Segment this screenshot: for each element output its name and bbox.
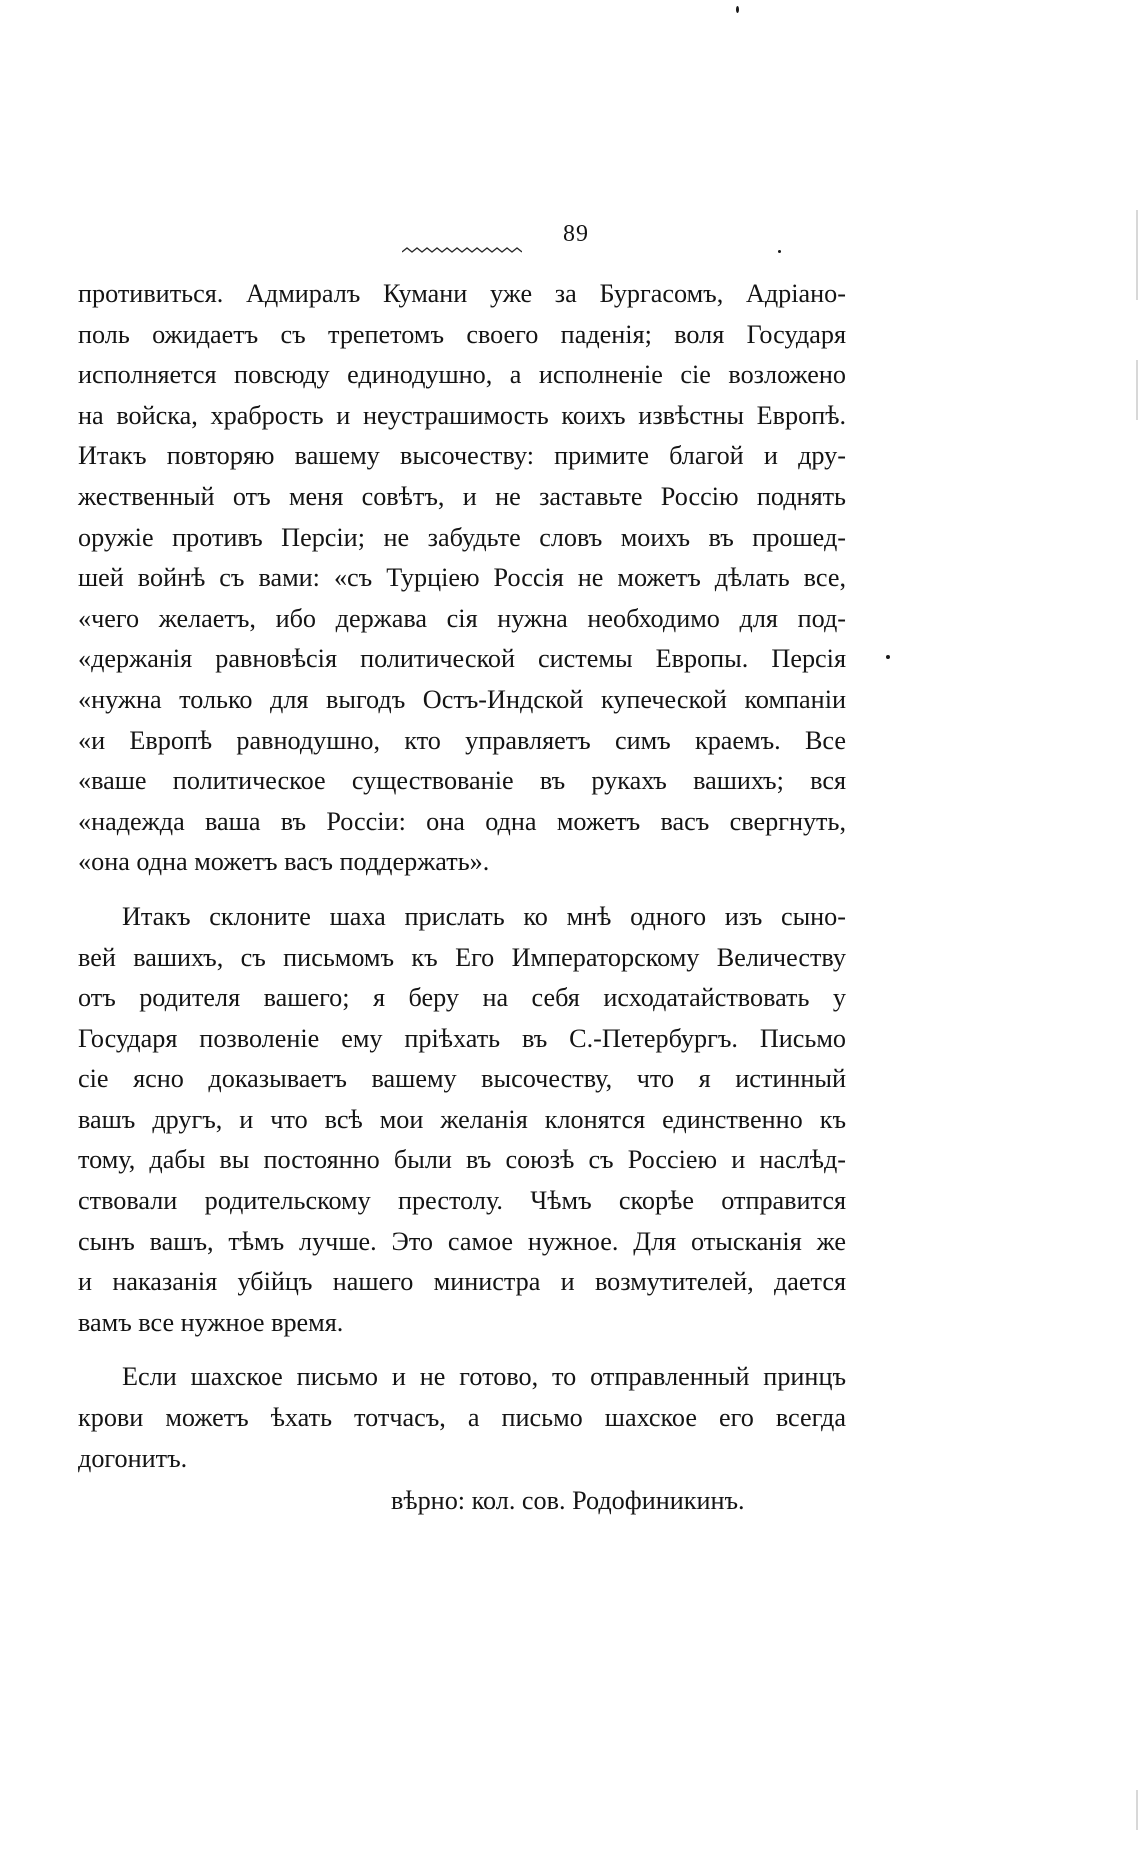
text-line: шей войнѣ съ вами: «съ Турціею Россія не можетъ дѣлать все,: [78, 563, 846, 593]
page-number: 89: [563, 221, 589, 247]
text-line: вамъ все нужное время.: [78, 1307, 344, 1337]
text-line: крови можетъ ѣхать тотчасъ, а письмо шахское его всегда: [78, 1403, 846, 1433]
text-line: Итакъ повторяю вашему высочеству: примите благой и дру-: [78, 441, 846, 471]
paragraph-2: [78, 897, 846, 1344]
scan-edge-mark: [1136, 1790, 1138, 1830]
scan-edge-mark: [1136, 210, 1138, 300]
text-line: Государя позволеніе ему пріѣхать въ С.-Петербургъ. Письмо: [78, 1023, 846, 1053]
text-line: вей вашихъ, съ письмомъ къ Его Императорскому Величеству: [78, 942, 846, 972]
text-line: и наказанія убійцъ нашего министра и возмутителей, дается: [78, 1267, 846, 1297]
text-line: «она одна можетъ васъ поддержать».: [78, 847, 490, 877]
paragraph-1: [78, 274, 846, 883]
text-line: тому, дабы вы постоянно были въ союзѣ съ Россіею и наслѣд-: [78, 1145, 846, 1175]
text-line: отъ родителя вашего; я беру на себя исходатайствовать у: [78, 983, 846, 1013]
signature-line: вѣрно: кол. сов. Родофиникинъ.: [391, 1486, 745, 1516]
text-line: догонитъ.: [78, 1443, 188, 1473]
text-line: «надежда ваша въ Россіи: она одна можетъ васъ свергнуть,: [78, 806, 846, 836]
text-line: на войска, храбрость и неустрашимость коихъ извѣстны Европѣ.: [78, 400, 846, 430]
text-line: противиться. Адмиралъ Кумани уже за Бургасомъ, Адріано-: [78, 279, 846, 308]
text-line: сіе ясно доказываетъ вашему высочеству, что я истинный: [78, 1064, 846, 1094]
scan-speck: [778, 250, 781, 253]
body-text: [78, 274, 846, 1522]
page-number-ornament: [402, 246, 522, 256]
text-line: «и Европѣ равнодушно, кто управляетъ симъ краемъ. Все: [78, 725, 846, 755]
text-line: «нужна только для выгодъ Остъ-Индской купеческой компаніи: [78, 684, 846, 714]
text-line: Итакъ склоните шаха прислать ко мнѣ одного изъ сыно-: [122, 901, 846, 931]
text-line: «держанія равновѣсія политической системы Европы. Персія: [78, 644, 846, 674]
text-line: Если шахское письмо и не готово, то отправленный принцъ: [122, 1362, 846, 1392]
paragraph-3: [78, 1357, 846, 1479]
text-line: «ваше политическое существованіе въ рукахъ вашихъ; вся: [78, 766, 846, 796]
scan-speck: [886, 655, 890, 659]
text-line: сынъ вашъ, тѣмъ лучше. Это самое нужное. Для отысканія же: [78, 1226, 846, 1256]
scan-speck: [736, 6, 739, 13]
text-line: оружіе противъ Персіи; не забудьте словъ моихъ въ прошед-: [78, 522, 846, 552]
text-line: ствовали родительскому престолу. Чѣмъ скорѣе отправится: [78, 1186, 846, 1216]
text-line: жественный отъ меня совѣтъ, и не заставьте Россію поднять: [78, 481, 846, 511]
paragraph-gap: [78, 1343, 846, 1357]
paragraph-gap: [78, 883, 846, 897]
text-line: «чего желаетъ, ибо держава сія нужна необходимо для под-: [78, 603, 846, 633]
text-line: поль ожидаетъ съ трепетомъ своего паденія; воля Государя: [78, 319, 846, 349]
text-line: исполняется повсюду единодушно, а исполненіе сіе возложено: [78, 360, 846, 390]
text-line: вашъ другъ, и что всѣ мои желанія клонятся единственно къ: [78, 1104, 846, 1134]
scan-edge-mark: [1136, 360, 1138, 420]
